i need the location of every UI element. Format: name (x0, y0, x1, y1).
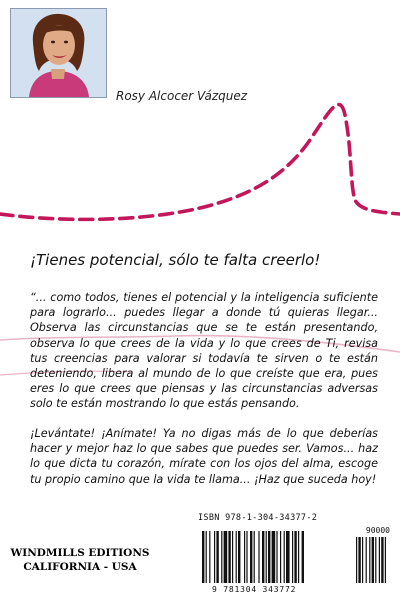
body-paragraph-2: ¡Levántate! ¡Anímate! Ya no digas más de lo que deberías hacer y mejor haz lo que sabes que puedes ser. Vamos... haz lo que dicta tu corazón, mírate con los ojos del alma, escoge tu propio camino que la vida te llama... ¡Haz que suceda hoy! (30, 427, 378, 486)
publisher-name: WINDMILLS EDITIONS (10, 547, 150, 559)
body-paragraph-1: “... como todos, tienes el potencial y la inteligencia suficiente para lograrlo... puedes llegar a donde tú quieras llegar... Observa las circunstancias que se te están presentando, observa lo que crees de la vida y lo que crees de Ti, revisa tus creencias para valorar si todavía te sirven o te están deteniendo, libera al mundo de lo que creíste que era, pues eres lo que crees que piensas y las circunstancias adversas solo te están mostrando lo que estás pensando. (30, 291, 378, 411)
author-name: Rosy Alcocer Vázquez (116, 89, 248, 103)
barcode-block (198, 513, 392, 595)
publisher-block (10, 546, 150, 574)
pink-dashed-curve (0, 105, 400, 220)
publisher-location: CALIFORNIA - USA (23, 561, 137, 573)
author-portrait-image (11, 9, 106, 97)
author-photo (10, 8, 107, 98)
barcode-addon-number: 90000 (365, 526, 390, 535)
tagline: ¡Tienes potencial, sólo te falta creerlo! (30, 251, 321, 269)
barcode-image (198, 523, 392, 585)
barcode-number: 9 781304 343772 (212, 585, 297, 594)
isbn-label: ISBN 978-1-304-34377-2 (198, 513, 318, 523)
